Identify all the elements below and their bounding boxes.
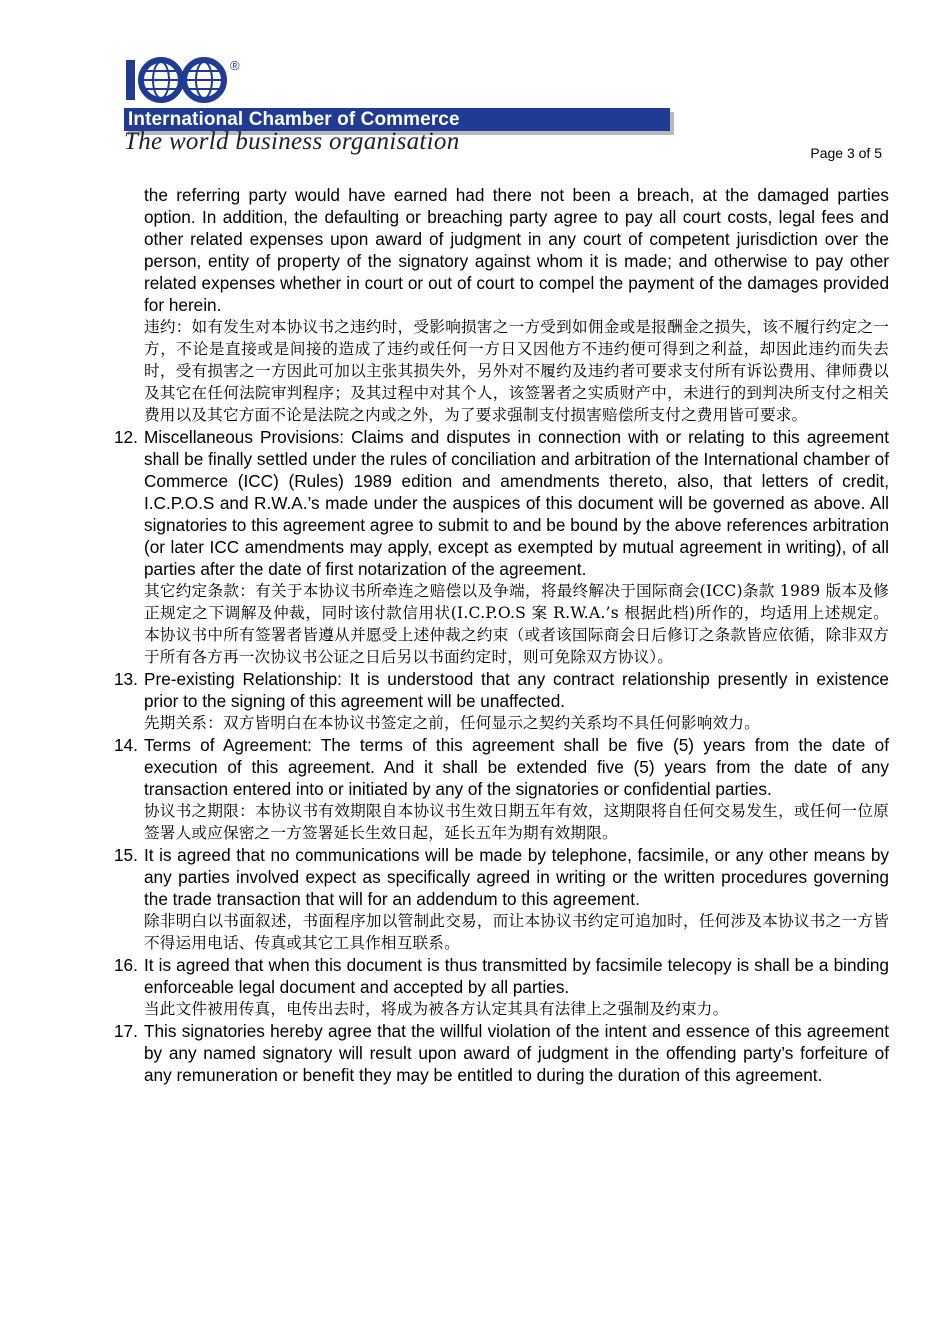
organisation-banner: International Chamber of Commerce	[124, 108, 670, 131]
clause-12	[114, 426, 889, 668]
document-body	[114, 184, 889, 1086]
clause-en: It is agreed that when this document is thus transmitted by facsimile telecopy is shall be a binding enforceable legal document and accepted by all parties.	[144, 955, 889, 997]
logo-text	[124, 56, 126, 57]
clause-cn: 协议书之期限：本协议书有效期限自本协议书生效日期五年有效，这期限将自任何交易发生，或任何一位原签署人或应保密之一方签署延长生效日起，延长五年为期有效期限。	[144, 802, 889, 842]
clause-en: This signatories hereby agree that the willful violation of the intent and essence of this agreement by any named signatory will result upon award of judgment in the offending party’s forfeiture of any remuneration or benefit they may be entitled to during the duration of this agreement.	[144, 1021, 889, 1085]
clause-number: 16.	[114, 955, 138, 975]
continuation-cn: 违约：如有发生对本协议书之违约时，受影响损害之一方受到如佣金或是报酬金之损失，该不履行约定之一方，不论是直接或是间接的造成了违约或任何一方日又因他方不违约便可得到之利益，却因此违约而失去时，受有损害之一方因此可加以主张其损失外，另外对不履约及违约者可要求支付所有诉讼费用、律师费以及其它在任何法院审判程序；及其过程中对其个人，该签署者之实质财产中，未进行的到判决所支付之相关费用以及其它方面不论是法院之内或之外，为了要求强制支付损害赔偿所支付之费用皆可要求。	[144, 318, 889, 424]
clause-number: 13.	[114, 669, 138, 689]
clause-13	[114, 668, 889, 734]
clause-en: Miscellaneous Provisions: Claims and disputes in connection with or relating to this agreement shall be finally settled under the rules of conciliation and arbitration of the International chamber of Commerce (ICC) (Rules) 1989 edition and amendments thereto, also, that letters of credit, I.C.P.O.S and R.W.A.’s made under the auspices of this document will be governed as above. All signatories to this agreement agree to submit to and be bound by the above references arbitration (or later ICC amendments may apply, except as exempted by mutual agreement in writing), of all parties after the date of first notarization of the agreement.	[144, 427, 889, 579]
clause-15	[114, 844, 889, 954]
clause-cn: 当此文件被用传真，电传出去时，将成为被各方认定其具有法律上之强制及约束力。	[144, 1000, 729, 1018]
clause-en: Pre-existing Relationship: It is understood that any contract relationship presently in existence prior to the signing of this agreement will be unaffected.	[144, 669, 889, 711]
letterhead	[124, 56, 684, 166]
tagline: The world business organisation	[124, 128, 460, 155]
clause-number: 17.	[114, 1021, 138, 1041]
clause-number: 15.	[114, 845, 138, 865]
clause-cn: 其它约定条款：有关于本协议书所牵连之赔偿以及争端，将最终解决于国际商会(ICC)条款 1989 版本及修正规定之下调解及仲裁，同时该付款信用状(I.C.P.O.S 案 R.W.A.’s 根据此档)所作的，均适用上述规定。本协议书中所有签署者皆遵从并愿受上述仲裁之约束（或者该国际商会日后修订之条款皆应依循，除非双方于所有各方再一次协议书公证之日后另以书面约定时，则可免除双方协议）。	[144, 582, 889, 666]
registered-mark: ®	[230, 58, 240, 73]
page-number: Page 3 of 5	[810, 145, 882, 161]
clause-cn: 除非明白以书面叙述，书面程序加以管制此交易，而让本协议书约定可追加时，任何涉及本协议书之一方皆不得运用电话、传真或其它工具作相互联系。	[144, 912, 889, 952]
clause-cn: 先期关系：双方皆明白在本协议书签定之前，任何显示之契约关系均不具任何影响效力。	[144, 714, 760, 732]
clause-en: Terms of Agreement: The terms of this agreement shall be five (5) years from the date of execution of this agreement. And it shall be extended five (5) years from the date of any transaction entered into or initiated by any of the signatories or confidential parties.	[144, 735, 889, 799]
clause-16	[114, 954, 889, 1020]
clause-number: 12.	[114, 427, 138, 447]
clause-en: It is agreed that no communications will be made by telephone, facsimile, or any other means by any parties involved expect as specifically agreed in writing or the written procedures governing the trade transaction that will for an addendum to this agreement.	[144, 845, 889, 909]
clause-number: 14.	[114, 735, 138, 755]
clause-14	[114, 734, 889, 844]
icc-logo	[124, 56, 254, 106]
continuation-en: the referring party would have earned had there not been a breach, at the damaged parties option. In addition, the defaulting or breaching party agree to pay all court costs, legal fees and other related expenses upon award of judgment in any court of competent jurisdiction over the person, entity of property of the signatory against whom it is made; and otherwise to pay other related expenses whether in court or out of court to compel the payment of the damages provided for herein.	[144, 185, 889, 315]
clause-17	[114, 1020, 889, 1086]
